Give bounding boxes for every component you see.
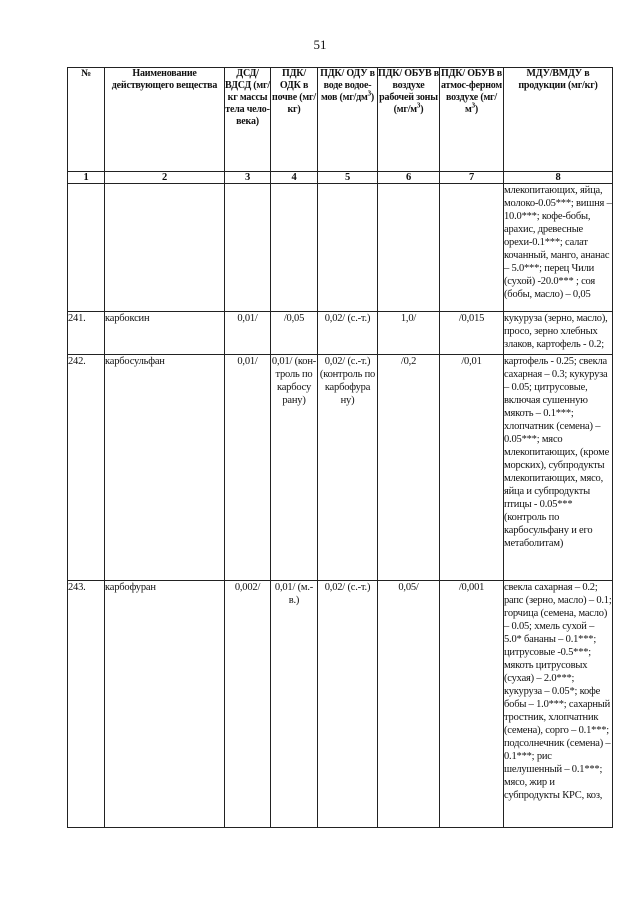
regulation-table <box>67 67 613 828</box>
cell-water: 0,02/ (с.-т.) <box>318 581 378 828</box>
header-work-air <box>378 68 440 172</box>
cell-work-air: /0,2 <box>378 355 440 581</box>
header-water <box>318 68 378 172</box>
header-water-sup: 3 <box>367 89 371 98</box>
column-number: 5 <box>318 172 378 184</box>
cell-soil: /0,05 <box>271 312 318 355</box>
header-atm-air-sup: 3 <box>471 101 475 110</box>
header-atm-air <box>440 68 504 172</box>
cell-empty <box>105 184 225 312</box>
header-work-air-close: ) <box>420 104 424 115</box>
continuation-row <box>68 184 613 312</box>
cell-empty <box>225 184 271 312</box>
header-row <box>68 68 613 172</box>
table-row <box>68 355 613 581</box>
header-mdu: МДУ/ВМДУ в продукции (мг/кг) <box>504 68 613 172</box>
cell-empty <box>378 184 440 312</box>
header-work-air-sup: 3 <box>416 101 421 110</box>
cell-products: млекопитающих, яйца, молоко-0.05***; вишня – 10.0***; кофе-бобы, арахис, древесные орехи-0.1***; салат кочанный, манго, ананас – 5.0***; перец Чили (сухой) -20.0*** ; соя (бобы, масло) – 0,05 <box>504 184 613 312</box>
cell-substance-name: карбофуран <box>105 581 225 828</box>
cell-empty <box>318 184 378 312</box>
page-number: 51 <box>313 37 327 52</box>
cell-work-air: 1,0/ <box>378 312 440 355</box>
cell-number: 241. <box>68 312 105 355</box>
cell-empty <box>68 184 105 312</box>
header-work-air-text: ПДК/ ОБУВ в воздухе рабочей зоны (мг/м <box>378 68 439 115</box>
cell-dsd: 0,01/ <box>225 355 271 581</box>
cell-water: 0,02/ (с.-т.) <box>318 312 378 355</box>
column-number: 2 <box>105 172 225 184</box>
cell-atm-air: /0,01 <box>440 355 504 581</box>
cell-number: 243. <box>68 581 105 828</box>
cell-water: 0,02/ (с.-т.) (контроль по карбофура ну) <box>318 355 378 581</box>
cell-substance-name: карбосульфан <box>105 355 225 581</box>
cell-number: 242. <box>68 355 105 581</box>
cell-work-air: 0,05/ <box>378 581 440 828</box>
cell-products: свекла сахарная – 0.2; рапс (зерно, масло) – 0.1; горчица (семена, масло) – 0.05; хмель сухой – 5.0* бананы – 0.1***; цитрусовые -0.5***; мякоть цитрусовых (сухая) – 2.0***; кукуруза – 0.05*; кофе бобы – 1.0***; сахарный тростник, хлопчатник (семена), сорго – 0.1***; подсолнечник (семена) – 0.1***; рис шелушенный – 0.1***; мясо, жир и субпродукты КРС, коз, <box>504 581 613 828</box>
cell-products: картофель - 0.25; свекла сахарная – 0.3; кукуруза – 0.05; цитрусовые, включая сушенную мякоть – 0.1***; хлопчатник (семена) – 0.05***; мясо млекопитающих, (кроме морских), субпродукты млекопитающих, мясо, яйца и субпродукты птицы - 0.05***(контроль по карбосульфану и его метаболитам) <box>504 355 613 581</box>
cell-substance-name: карбоксин <box>105 312 225 355</box>
cell-atm-air: /0,015 <box>440 312 504 355</box>
column-number: 1 <box>68 172 105 184</box>
table-row <box>68 312 613 355</box>
header-name: Наименование действующего вещества <box>105 68 225 172</box>
table-row <box>68 581 613 828</box>
header-water-close: ) <box>370 92 375 103</box>
cell-dsd: 0,002/ <box>225 581 271 828</box>
cell-dsd: 0,01/ <box>225 312 271 355</box>
cell-atm-air: /0,001 <box>440 581 504 828</box>
column-number: 7 <box>440 172 504 184</box>
cell-empty <box>271 184 318 312</box>
column-number: 6 <box>378 172 440 184</box>
header-atm-air-text: ПДК/ ОБУВ в атмос-ферном воздухе (мг/м <box>440 68 502 115</box>
header-atm-air-close: ) <box>474 104 479 115</box>
column-number-row <box>68 172 613 184</box>
header-dsd: ДСД/ ВДСД (мг/кг массы тела чело-века) <box>225 68 271 172</box>
cell-products: кукуруза (зерно, масло), просо, зерно хлебных злаков, картофель - 0.2; <box>504 312 613 355</box>
header-water-text: ПДК/ ОДУ в воде водое-мов (мг/дм <box>320 68 375 103</box>
header-num: № <box>68 68 105 172</box>
header-soil: ПДК/ ОДК в почве (мг/кг) <box>271 68 318 172</box>
cell-soil: 0,01/ (м.-в.) <box>271 581 318 828</box>
cell-empty <box>440 184 504 312</box>
column-number: 8 <box>504 172 613 184</box>
column-number: 3 <box>225 172 271 184</box>
cell-soil: 0,01/ (кон-троль по карбосу рану) <box>271 355 318 581</box>
column-number: 4 <box>271 172 318 184</box>
